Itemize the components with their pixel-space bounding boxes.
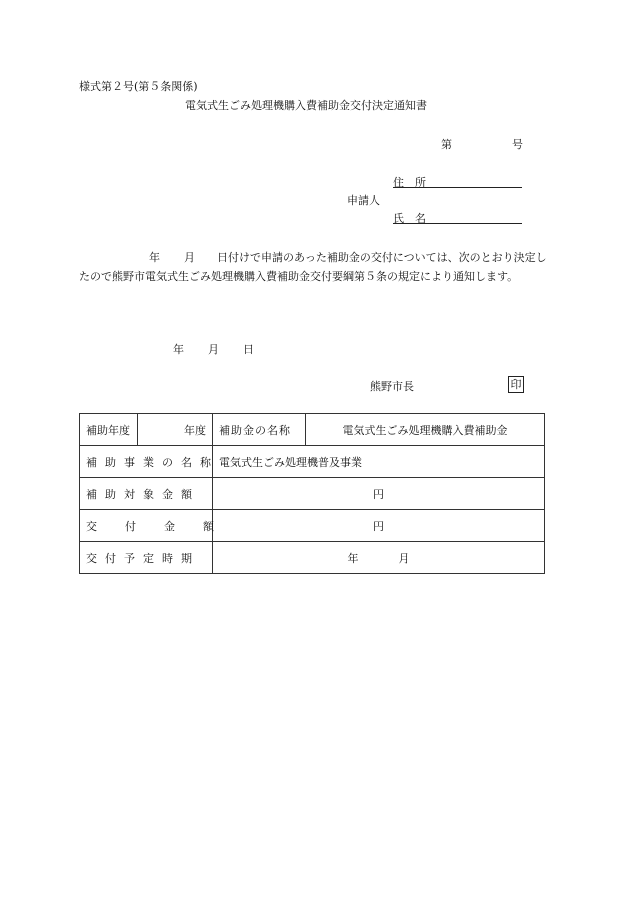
seal-mark: 印 (508, 376, 524, 393)
schedule-month: 月 (398, 551, 410, 565)
subsidy-name-label: 補助金の名称 (213, 414, 306, 446)
notification-body (79, 248, 547, 286)
date-month: 月 (208, 343, 219, 356)
form-number: 様式第２号(第５条関係) (79, 80, 198, 93)
table-row (80, 446, 545, 478)
subsidy-name-value: 電気式生ごみ処理機購入費補助金 (306, 414, 545, 446)
date-year: 年 (173, 343, 184, 356)
address-field-line (393, 187, 522, 188)
document-title: 電気式生ごみ処理機購入費補助金交付決定通知書 (185, 99, 427, 112)
schedule-year: 年 (347, 551, 359, 565)
number-suffix: 号 (512, 138, 523, 151)
grant-amount-label: 交付金額 (80, 510, 213, 542)
table-row (80, 414, 545, 446)
applicant-label: 申請人 (347, 194, 380, 207)
project-name-value: 電気式生ごみ処理機普及事業 (213, 446, 545, 478)
name-field-line (393, 223, 522, 224)
body-year: 年 (149, 251, 160, 264)
address-label: 住 所 (393, 176, 426, 189)
project-name-label: 補助事業の名称 (80, 446, 213, 478)
body-month: 月 (184, 251, 195, 264)
target-amount-label: 補助対象金額 (80, 478, 213, 510)
subsidy-info-table (79, 413, 545, 574)
table-row (80, 510, 545, 542)
grant-amount-value: 円 (213, 510, 545, 542)
issue-date (173, 343, 254, 356)
fiscal-year-value: 年度 (138, 414, 213, 446)
target-amount-value: 円 (213, 478, 545, 510)
date-day: 日 (243, 343, 254, 356)
body-text: 日付けで申請のあった補助金の交付については、次のとおり決定したので熊野市電気式生ごみ処理機購入費補助金交付要綱第５条の規定により通知します。 (79, 251, 547, 283)
issuer-title: 熊野市長 (370, 380, 414, 393)
table-row (80, 542, 545, 574)
number-prefix: 第 (441, 138, 452, 151)
schedule-value (213, 542, 545, 574)
fiscal-year-label: 補助年度 (80, 414, 138, 446)
name-label: 氏 名 (393, 212, 426, 225)
schedule-label: 交付予定時期 (80, 542, 213, 574)
table-row (80, 478, 545, 510)
